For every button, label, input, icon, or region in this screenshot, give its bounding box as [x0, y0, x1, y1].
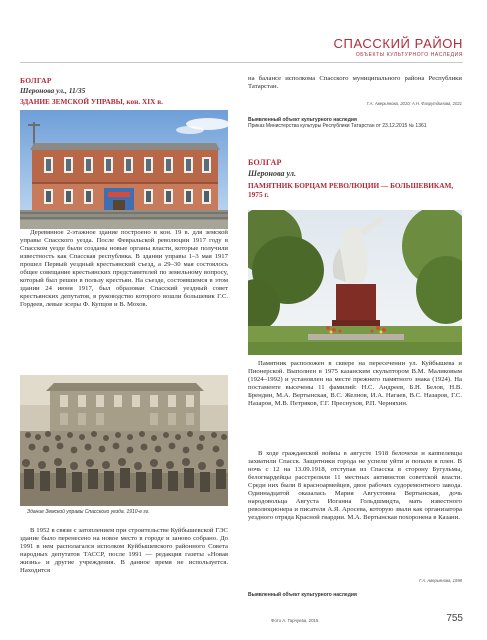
right-town: БОЛГАР: [248, 158, 282, 167]
page-number: 755: [446, 613, 463, 624]
right-credit-2: Г.А. Аверьянова, 1998: [419, 578, 462, 583]
right-object-title: ПАМЯТНИК БОРЦАМ РЕВОЛЮЦИИ — БОЛЬШЕВИКАМ, 1975 г.: [248, 181, 454, 199]
left-body-text-continued: В 1952 в связи с затоплением при строительстве Куйбышевской ГЭС здание было перенесено на новое место в городе и заново собрано. До 1991 в нем располагался исполком Куйбышевского районного Совета народных депутатов ТАССР, после 1991 — редакция газеты «Новая жизнь» и другие учреждения. В данное время не используется. Находится: [20, 527, 228, 575]
monument-photo: [248, 210, 462, 355]
heritage-status-1-text: Приказ Министерства культуры Республики Татарстан от 23.12.2015 № 1361: [248, 123, 427, 130]
archive-crowd-photo: [20, 375, 228, 506]
right-street: Шеронова ул.: [248, 168, 296, 178]
left-town: БОЛГАР: [20, 76, 52, 85]
right-intro-text: на балансе исполкома Спасского муниципального района Республики Татарстан.: [248, 75, 462, 91]
heritage-status-2: [248, 592, 462, 598]
heritage-status-1-title: Выявленный объект культурного наследия: [248, 117, 357, 123]
left-street: Шеронова ул., 11/35: [20, 85, 86, 95]
left-location: [20, 76, 220, 95]
right-body-text-continued: В ходе гражданской войны в августе 1918 белочехи и каппелевцы захватили Спасск. Защитники города не успели уйти и попали в плен. В ночь с 12 на 13.09.1918, отступая из Спасска в сторону Бугульмы, белогвардейцы расстреляли 11 местных активистов советской власти. Среди них были 8 красноармейцев, двое рабочих судоремонтного завода. Одиннадцатой оказалась Мария Августовна Вертынская, дочь народовольца Августа Иоганна Гольдшмидта, мать известного революционера и писателя А.Я. Аросева, которую звали как организатора уездного отряда Красной гвардии. М.А. Вертынская похоронена в Казани.: [248, 450, 462, 522]
section-title: СПАССКИЙ РАЙОН: [333, 36, 463, 51]
heritage-status-2-title: Выявленный объект культурного наследия: [248, 592, 357, 598]
heritage-status-1: [248, 117, 462, 130]
right-credit-1: Г.А. Аверьянова, 2010; А.Н. Фахрутдинова, 2021: [366, 101, 462, 106]
section-subtitle: ОБЪЕКТЫ КУЛЬТУРНОГО НАСЛЕДИЯ: [355, 52, 463, 58]
left-object-title: ЗДАНИЕ ЗЕМСКОЙ УПРАВЫ, кон. XIX в.: [20, 97, 163, 106]
archive-photo-caption: Здание Земской управы Спасского уезда. 1910-е гг.: [27, 509, 150, 515]
photo-credit: Фото А. Гарчуева, 2015: [271, 618, 319, 623]
right-location: [248, 158, 458, 179]
header-divider: [20, 62, 463, 63]
building-photo: [20, 110, 228, 229]
right-body-text: Памятник расположен в сквере на пересечении ул. Куйбышева и Пионерской. Выполнен в 1975 казанским скульптором В.М. Маликовым (1924–1992) и установлен на месте прежнего памятного знака (1924). На постаменте высечены 11 фамилий: Н.С. Андреев, Б.Н. Белов, Н.В. Брендин, М.А. Вертынская, В.С. Желнов, И.А. Нагаев, В.С. Назаров, Г.С. Назаров, М.В. Петряков, Г.Г. Преснухов, Р.П. Черняхин.: [248, 360, 462, 408]
left-body-text: Деревянное 2-этажное здание построено в кон. 19 в. для земской управы Спасского уезда. После Февральской революции 1917 году в Спасском уезде были созданы новые органы власти, которые получили известность как Спасская республика. В здании управы 1–3 мая 1917 прошел Первый уездный крестьянский съезд, а 29–30 мая состоялось общее совещание крестьянских представителей по земельному вопросу, который был решен в пользу крестьян. На съезде, состоявшемся в этом здании 24 июня 1917, был образован Спасский уездный совет крестьянских депутатов, в руководство которого вошли большевик Г.С. Гордеев, левые эсеры Ф. Купцов и В. Мохов.: [20, 229, 228, 309]
